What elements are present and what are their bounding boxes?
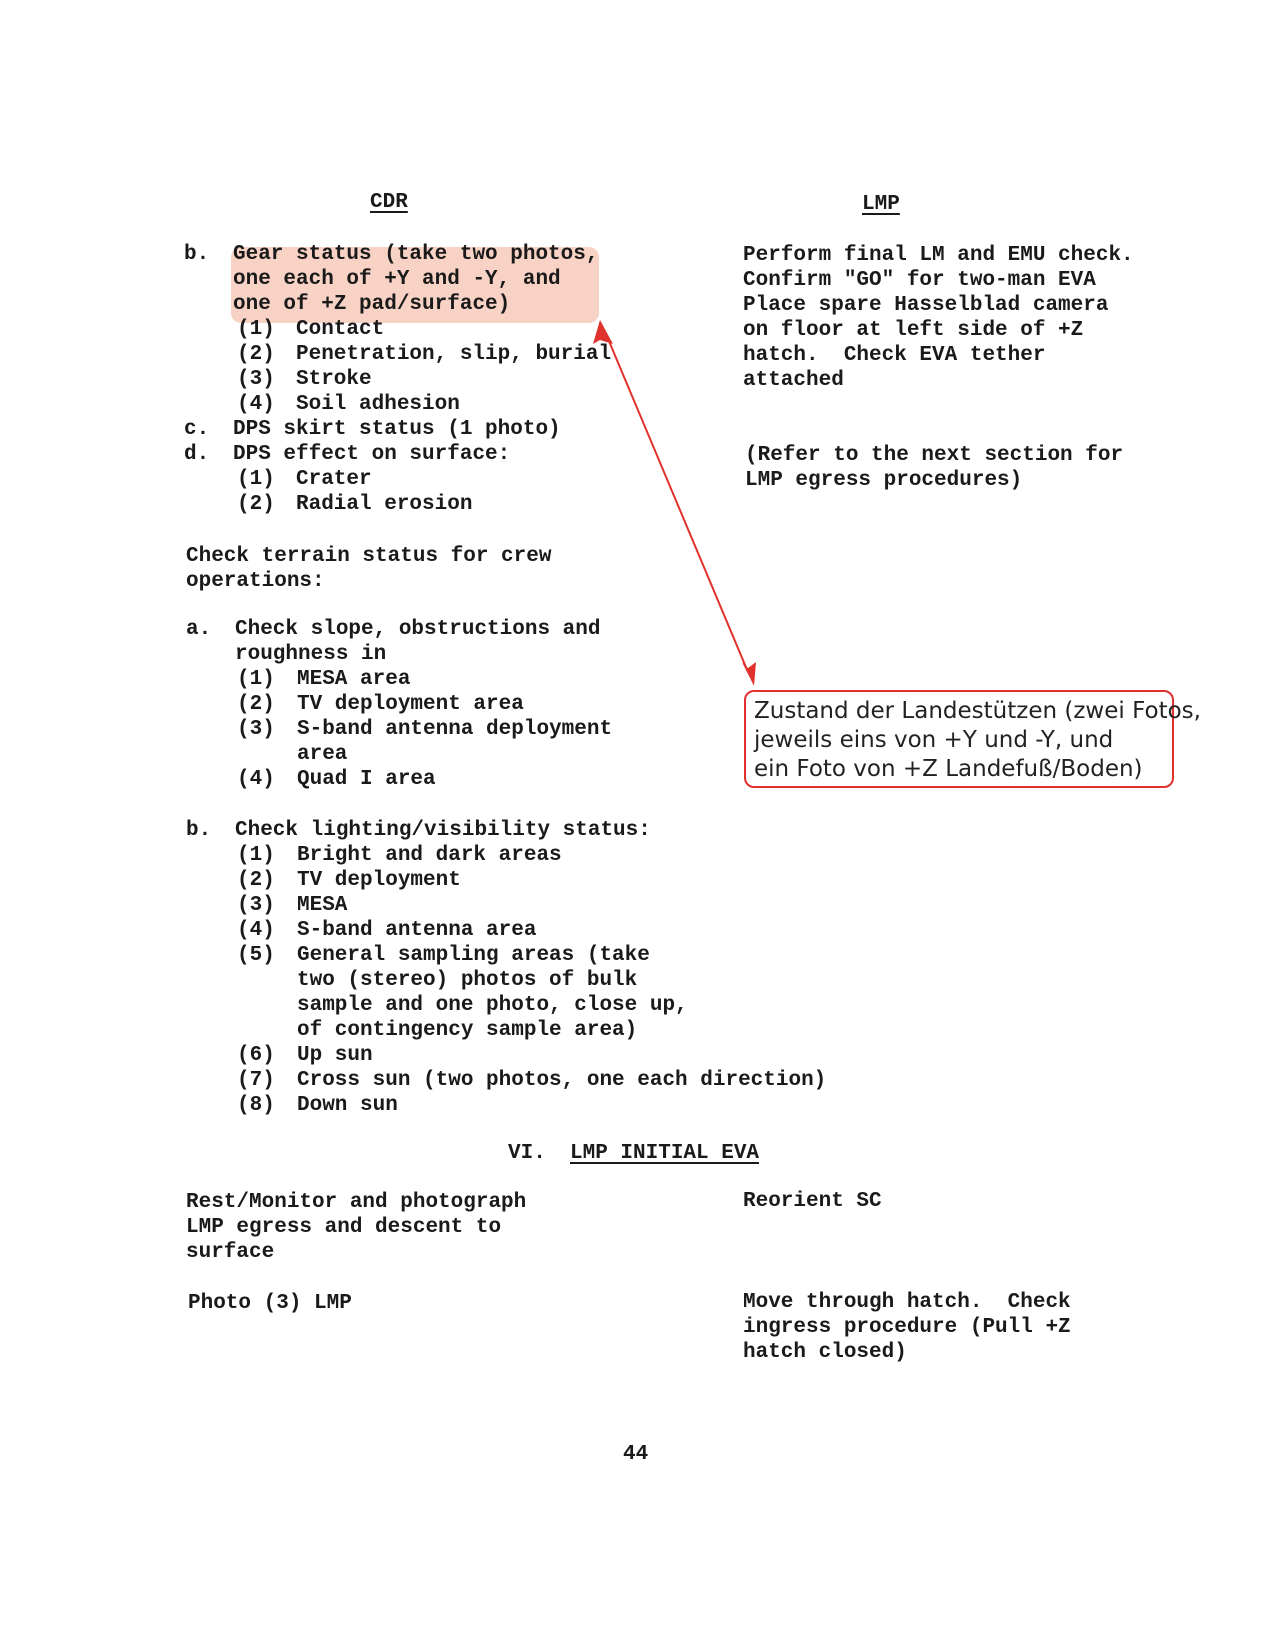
section-left-line: LMP egress and descent to (186, 1216, 502, 1239)
terrain-heading-line: Check terrain status for crew (186, 545, 552, 568)
arrow-head-top (593, 320, 613, 344)
dps-skirt-status: DPS skirt status (1 photo) (233, 418, 561, 441)
terrain-heading-line: operations: (186, 570, 325, 593)
lighting-sub-text: TV deployment (297, 869, 461, 892)
gear-sub-num: (2) (237, 343, 275, 366)
translation-line: Zustand der Landestützen (zwei Fotos, (754, 698, 1201, 724)
lighting-sub-num: (3) (237, 894, 275, 917)
lighting-sub-text: Up sun (297, 1044, 373, 1067)
item-label-d: d. (184, 443, 210, 466)
lmp-text-line: Perform final LM and EMU check. (743, 244, 1134, 267)
lighting-sub-num: (1) (237, 844, 275, 867)
section-right-line: Move through hatch. Check (743, 1291, 1071, 1314)
lighting-sub-text: Down sun (297, 1094, 398, 1117)
dps-sub-text: Crater (296, 468, 372, 491)
lmp-refer-line: LMP egress procedures) (745, 469, 1023, 492)
lmp-refer-line: (Refer to the next section for (745, 444, 1124, 467)
lighting-sub-num: (8) (237, 1094, 275, 1117)
gear-sub-text: Soil adhesion (296, 393, 460, 416)
arrow-head-bottom (742, 662, 756, 686)
terrain-a-sub-text: area (297, 743, 348, 766)
lmp-text-line: Confirm "GO" for two-man EVA (743, 269, 1096, 292)
dps-sub-num: (2) (237, 493, 275, 516)
gear-status-line-2: one each of +Y and -Y, and (233, 268, 561, 291)
dps-effect: DPS effect on surface: (233, 443, 511, 466)
reorient-sc: Reorient SC (743, 1190, 882, 1213)
section-right-line: hatch closed) (743, 1341, 907, 1364)
gear-status-line-3: one of +Z pad/surface) (233, 293, 511, 316)
terrain-a-sub-text: Quad I area (297, 768, 436, 791)
translation-line: jeweils eins von +Y und -Y, und (754, 727, 1114, 753)
lighting-sub-num: (6) (237, 1044, 275, 1067)
lmp-text-line: attached (743, 369, 844, 392)
terrain-a-sub-text: TV deployment area (297, 693, 524, 716)
terrain-a-sub-num: (2) (237, 693, 275, 716)
gear-sub-text: Stroke (296, 368, 372, 391)
terrain-a-line: roughness in (235, 643, 387, 666)
section-left-line: surface (186, 1241, 275, 1264)
item-label-c: c. (184, 418, 210, 441)
lighting-sub-num: (4) (237, 919, 275, 942)
gear-sub-num: (1) (237, 318, 275, 341)
lighting-sub-text: General sampling areas (take (297, 944, 650, 967)
section-number: VI. (508, 1142, 546, 1165)
terrain-a-sub-text: MESA area (297, 668, 411, 691)
lighting-sub-num: (2) (237, 869, 275, 892)
lmp-column-header: LMP (862, 193, 900, 216)
photo-lmp: Photo (3) LMP (188, 1292, 352, 1315)
arrow-shaft (606, 334, 748, 672)
cdr-column-header: CDR (370, 191, 408, 214)
terrain-label-b: b. (186, 819, 212, 842)
gear-sub-num: (4) (237, 393, 275, 416)
translation-line: ein Foto von +Z Landefuß/Boden) (754, 756, 1143, 782)
lmp-text-line: on floor at left side of +Z (743, 319, 1084, 342)
lighting-sub-text: Bright and dark areas (297, 844, 562, 867)
item-label-b: b. (184, 243, 210, 266)
section-right-line: ingress procedure (Pull +Z (743, 1316, 1071, 1339)
terrain-label-a: a. (186, 618, 212, 641)
lighting-sub-num: (7) (237, 1069, 275, 1092)
lighting-sub-text: Cross sun (two photos, one each direction) (297, 1069, 827, 1092)
lmp-text-line: Place spare Hasselblad camera (743, 294, 1109, 317)
terrain-a-sub-text: S-band antenna deployment (297, 718, 613, 741)
lighting-sub-text: two (stereo) photos of bulk (297, 969, 638, 992)
lighting-sub-num: (5) (237, 944, 275, 967)
gear-sub-text: Contact (296, 318, 385, 341)
gear-status-line-1: Gear status (take two photos, (233, 243, 599, 266)
dps-sub-text: Radial erosion (296, 493, 473, 516)
lighting-sub-text: S-band antenna area (297, 919, 537, 942)
lmp-text-line: hatch. Check EVA tether (743, 344, 1046, 367)
section-title: LMP INITIAL EVA (570, 1142, 760, 1165)
lighting-sub-text: of contingency sample area) (297, 1019, 638, 1042)
lighting-visibility: Check lighting/visibility status: (235, 819, 651, 842)
lighting-sub-text: sample and one photo, close up, (297, 994, 688, 1017)
section-left-line: Rest/Monitor and photograph (186, 1191, 527, 1214)
translation-note (744, 690, 1201, 788)
gear-sub-text: Penetration, slip, burial (296, 343, 612, 366)
terrain-a-sub-num: (3) (237, 718, 275, 741)
terrain-a-sub-num: (1) (237, 668, 275, 691)
terrain-a-line: Check slope, obstructions and (235, 618, 601, 641)
dps-sub-num: (1) (237, 468, 275, 491)
page-number: 44 (623, 1443, 649, 1466)
gear-sub-num: (3) (237, 368, 275, 391)
lighting-sub-text: MESA (297, 894, 348, 917)
terrain-a-sub-num: (4) (237, 768, 275, 791)
